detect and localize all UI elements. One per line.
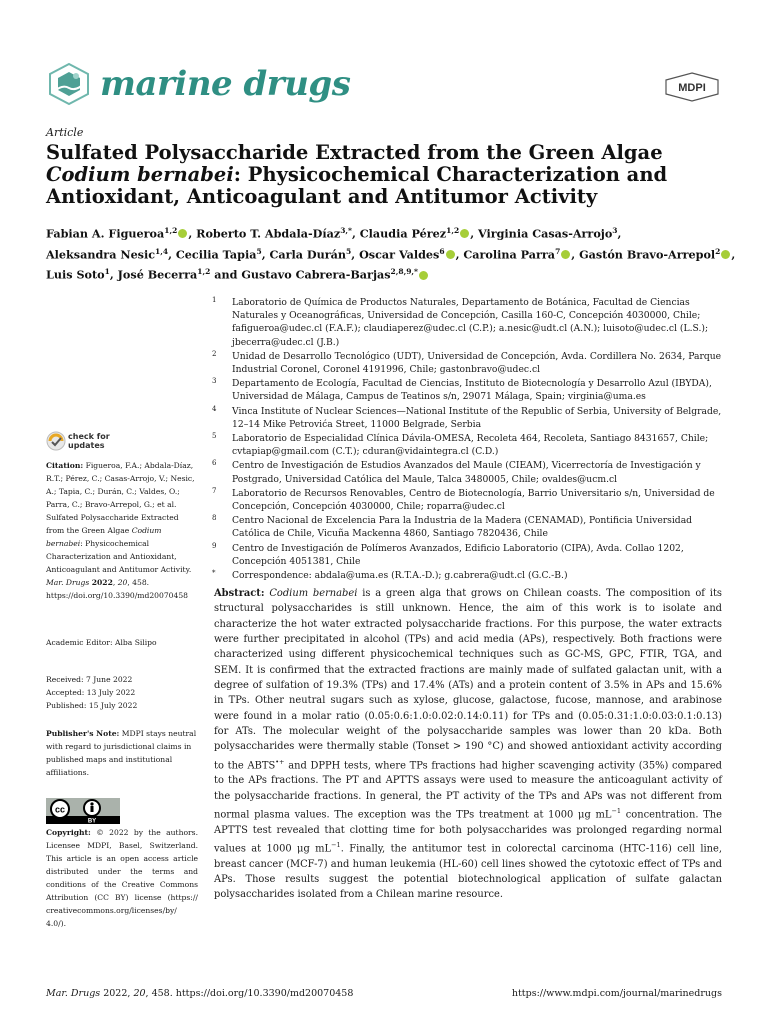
published-date: Published: 15 July 2022 (46, 701, 138, 710)
author-name: Carolina Parra (463, 247, 556, 262)
affiliation-text: Centro Nacional de Excelencia Para la Industria de la Madera (CENAMAD), Pontificia Universidad Católica de Chile, Vicuña Mackenna 4860, Santiago 7820436, Chile (232, 515, 693, 540)
author-name: José Becerra (117, 268, 198, 283)
author-affiliation-sup: 5 (256, 246, 262, 256)
abstract-part-3: concentration. The APTTS test revealed that clotting time for both polysaccharides was prolonged regarding normal values at 1000 μg mL (214, 809, 722, 855)
dates-block (46, 673, 198, 712)
orcid-icon[interactable] (419, 271, 428, 280)
copyright-label: Copyright: (46, 828, 91, 837)
citation-doi-link[interactable]: https://doi.org/10.3390/md20070458 (46, 591, 188, 600)
author-name: Cecilia Tapia (175, 247, 257, 262)
publisher-note-label: Publisher's Note: (46, 729, 120, 738)
affiliation-text: Laboratorio de Recursos Renovables, Centro de Biotecnología, Barrio Universitario s/n, Universidad de Concepción, Concepción 4030000, Chile; roparra@udec.cl (232, 487, 715, 513)
orcid-icon[interactable] (178, 229, 187, 238)
affiliation-item (212, 459, 732, 485)
footer-volume: 20 (133, 988, 146, 999)
author-separator: and (210, 268, 242, 283)
citation-page: , 458. (127, 578, 150, 587)
author-separator: , (261, 247, 270, 262)
publisher-name: MDPI (678, 82, 706, 94)
affiliation-text: Laboratorio de Química de Productos Naturales, Departamento de Botánica, Facultad de Ciencias Naturales y Oceanográficas, Universidad de Concepción, Casilla 160-C, Concepción 4030000, Chile; fafigueroa@udec.cl (F.A.F.); claudiaperez@udec.cl (C.P.); a.nesic@udt.cl (A.N.); luisoto@udec.cl (L.S.); jbecerra@udec.cl (J.B.) (232, 297, 709, 348)
affiliation-item (212, 350, 732, 376)
svg-text:cc: cc (54, 804, 66, 815)
title-line-3: Antioxidant, Anticoagulant and Antitumor Activity (46, 185, 598, 208)
footer-journal-url[interactable]: https://www.mdpi.com/journal/marinedrugs (511, 988, 722, 999)
author-separator: , (571, 247, 580, 262)
article-title (46, 142, 726, 208)
cc-label: BY (87, 818, 97, 824)
affiliation-item (212, 405, 732, 431)
publisher-note-text: MDPI stays neutral with regard to jurisdictional claims in published maps and institutional affiliations. (46, 729, 197, 777)
affiliation-number: 7 (212, 486, 217, 495)
author-affiliation-sup: 1,4 (155, 246, 169, 256)
affiliation-item (212, 432, 732, 458)
author-affiliation-sup: 3,* (340, 226, 352, 235)
check-for-updates-icon[interactable] (46, 430, 66, 452)
footer-year: 2022 (103, 988, 128, 999)
author-affiliation-sup: 1 (104, 267, 110, 277)
citation-volume: 20 (117, 578, 128, 587)
author-separator: , (731, 247, 736, 262)
author-separator: , (351, 226, 360, 241)
check-updates-line-2: updates (68, 441, 105, 450)
title-line-2-rest: : Physicochemical Characterization and (233, 163, 668, 186)
author-affiliation-sup: 1,2 (164, 226, 178, 235)
affiliation-text: Departamento de Ecología, Facultad de Ciencias, Instituto de Biotecnología y Desarrollo Azul (IBYDA), Universidad de Málaga, Campus de Teatinos s/n, 29071 Málaga, Spain; virginia@uma.es (232, 378, 712, 403)
abstract-label: Abstract: (214, 588, 265, 599)
copyright-block (46, 826, 198, 930)
copyright-text: © 2022 by the authors. Licensee MDPI, Basel, Switzerland. This article is an open access article distributed under the terms and conditions of the Creative Commons Attribution (CC BY) license (https:// creativecommons.org/licenses/by/ 4.0/). (46, 828, 198, 928)
citation-journal: Mar. Drugs (46, 578, 90, 587)
marine-drugs-logo-icon (46, 62, 92, 106)
affiliation-number: 2 (212, 349, 217, 358)
author-separator: , (455, 247, 464, 262)
title-line-1: Sulfated Polysaccharide Extracted from the Green Algae (46, 141, 663, 164)
author-affiliation-sup: 2 (715, 246, 721, 256)
author-separator: , (470, 226, 478, 241)
orcid-icon[interactable] (446, 250, 455, 259)
affiliation-item (212, 487, 732, 513)
author-separator: , (351, 247, 360, 262)
author-separator: , (109, 268, 118, 283)
abstract-species: Codium bernabei (269, 588, 358, 599)
check-updates-line-1: check for (68, 432, 110, 441)
affiliation-text: Centro de Investigación de Polímeros Avanzados, Edificio Laboratorio (CIPA), Avda. Collao 1202, Concepción 4051381, Chile (232, 542, 684, 567)
author-affiliation-sup: 3 (612, 226, 618, 235)
affiliation-number: 5 (212, 432, 217, 441)
affiliation-item (212, 296, 732, 349)
abstract (214, 586, 722, 903)
journal-name: marine drugs (100, 64, 351, 104)
mdpi-logo-icon (664, 72, 720, 102)
citation-year: 2022 (91, 578, 113, 587)
affiliation-item (212, 377, 732, 403)
affiliation-number: 6 (212, 459, 217, 468)
affiliation-number: * (212, 569, 216, 578)
affiliation-number: 4 (212, 404, 217, 413)
author-affiliation-sup: 6 (439, 246, 445, 256)
orcid-icon[interactable] (721, 250, 730, 259)
author-list (46, 222, 736, 284)
author-name: Gustavo Cabrera-Barjas (241, 268, 391, 283)
abstract-part-1: is a green alga that grows on Chilean coasts. The composition of its structural polysaccharides is still unknown. Hence, the aim of this work is to isolate and characterize the hot water extracted polysaccharide fractions. For this purpose, the water extracts were further precipitated in alcohol (TPs) and acid media (APs), respectively. Both fractions were characterized using different physicochemical techniques such as GC-MS, GPC, FTIR, TGA, and SEM. It is confirmed that the extracted fractions are mainly made of sulfated galactan unit, with a degree of sulfation of 19.3% (TPs) and 17.4% (ATs) and a protein content of 3.5% in APs and 15.6% in TPs. Other neutral sugars such as xylose, glucose, galactose, fucose, mannose, and arabinose were found in a molar ratio (0.05:0.6:1.0:0.02:0.14:0.11) for TPs and (0.05:0.31:1.0:0.03:0.1:0.13) for ATs. The molecular weight of the polysaccharide samples was lower than 20 kDa. Both polysaccharides were thermally stable (Tonset > 190 °C) and showed antioxidant activity according to the ABTS (214, 588, 722, 772)
author-affiliation-sup: 1,2 (446, 226, 460, 235)
footer-citation: Mar. Drugs 2022, 20, 458. https://doi.org/10.3390/md20070458 (46, 988, 354, 999)
affiliations (212, 296, 732, 583)
author-affiliation-sup: 7 (555, 246, 561, 256)
author-separator: , (617, 226, 622, 241)
affiliation-number: 8 (212, 514, 217, 523)
cc-by-license-icon[interactable] (46, 798, 120, 824)
author-name: Aleksandra Nesic (46, 247, 156, 262)
affiliation-number: 3 (212, 377, 217, 386)
author-name: Gastón Bravo-Arrepol (579, 247, 716, 262)
accepted-date: Accepted: 13 July 2022 (46, 688, 136, 697)
citation-text: Figueroa, F.A.; Abdala-Díaz, R.T.; Pérez, C.; Casas-Arrojo, V.; Nesic, A.; Tapia, C.; Durán, C.; Valdes, O.; Parra, C.; Bravo-Arrepol, G.; et al. Sulfated Polysaccharide Extracted from the Green Algae (46, 461, 195, 535)
author-affiliation-sup: 1,2 (197, 267, 211, 277)
affiliation-text: Unidad de Desarrollo Tecnológico (UDT), Universidad de Concepción, Avda. Cordillera No. 2634, Parque Industrial Coronel, Coronel 4191996, Chile; gastonbravo@udec.cl (232, 350, 722, 376)
affiliation-item (212, 514, 732, 540)
author-name: Fabian A. Figueroa (46, 226, 165, 241)
citation-label: Citation: (46, 461, 84, 470)
author-separator: , (168, 247, 176, 262)
affiliation-text: Laboratorio de Especialidad Clínica Dávila-OMESA, Recoleta 464, Recoleta, Santiago 8431657, Chile; cvtapiap@gmail.com (C.T.); cduran@vidaintegra.cl (C.D.) (232, 433, 709, 458)
author-affiliation-sup: 5 (346, 246, 352, 256)
author-name: Claudia Pérez (359, 226, 447, 241)
author-affiliation-sup: 2,8,9,* (390, 267, 418, 277)
abstract-part-2: and DPPH tests, where TPs fractions had higher scavenging activity (35%) compared to the APs fractions. The PT and APTTS assays were used to measure the anticoagulant activity of the polysaccharide fractions. In general, the PT activity of the TPs and APs was not different from normal plasma values. The exception was the TPs treatment at 1000 μg mL (214, 760, 722, 821)
affiliation-text: Correspondence: abdala@uma.es (R.T.A.-D.); g.cabrera@udt.cl (G.C.-B.) (232, 570, 568, 582)
author-name: Luis Soto (46, 268, 105, 283)
citation-species: Codium bernabei (46, 526, 162, 548)
check-for-updates-label[interactable] (68, 432, 110, 450)
orcid-icon[interactable] (561, 250, 570, 259)
citation-block: Citation: Figueroa, F.A.; Abdala-Díaz, R.T.; Pérez, C.; Casas-Arrojo, V.; Nesic, A.; Tapia, C.; Durán, C.; Valdes, O.; Parra, C.; Bravo-Arrepol, G.; et al. Sulfated Polysaccharide Extracted from the Green Algae Codium bernabei: Physicochemical Characterization and Antioxidant, Anticoagulant and Antitumor Activity. Mar. Drugs 2022, 20, 458. https://doi.org/10.3390/md20070458 (46, 461, 195, 600)
article-type: Article (46, 126, 84, 139)
author-name: Virginia Casas-Arrojo (477, 226, 613, 241)
footer-rest[interactable]: , 458. https://doi.org/10.3390/md20070458 (145, 988, 354, 999)
author-separator: , (188, 226, 197, 241)
affiliation-text: Vinca Institute of Nuclear Sciences—National Institute of the Republic of Serbia, University of Belgrade, 12–14 Mike Petrovića Street, 11000 Belgrade, Serbia (232, 405, 722, 430)
affiliation-item (212, 569, 732, 582)
academic-editor: Academic Editor: Alba Silipo (46, 638, 157, 647)
affiliation-number: 1 (212, 296, 217, 304)
affiliation-number: 9 (212, 541, 217, 550)
author-name: Roberto T. Abdala-Díaz (196, 226, 341, 241)
author-name: Carla Durán (269, 247, 347, 262)
title-line-2 (46, 164, 726, 186)
citation-text-2: : Physicochemical Characterization and Antioxidant, Anticoagulant and Antitumor Activity. (46, 539, 192, 574)
affiliation-text: Centro de Investigación de Estudios Avanzados del Maule (CIEAM), Vicerrectoría de Investigación y Postgrado, Universidad Católica del Maule, Talca 3480005, Chile; ovaldes@ucm.cl (232, 460, 701, 485)
affiliation-item (212, 542, 732, 568)
title-species: Codium bernabei (46, 163, 234, 186)
orcid-icon[interactable] (460, 229, 469, 238)
abstract-part-4: . Finally, the antitumor test in colorectal carcinoma (HTC-116) cell line, breast cancer (MCF-7) and human leukemia (HL-60) cell lines showed the cytotoxic effect of TPs and APs. Those results suggest the potential biotechnological application of sulfate galactan polysaccharides isolated from a Chilean marine resource. (214, 843, 722, 901)
footer-journal: Mar. Drugs (46, 988, 101, 999)
unit-superscript-2: −1 (331, 841, 341, 850)
author-name: Oscar Valdes (359, 247, 440, 262)
abts-superscript: •+ (275, 757, 285, 766)
publisher-note (46, 727, 198, 779)
unit-superscript-1: −1 (611, 807, 622, 816)
received-date: Received: 7 June 2022 (46, 675, 133, 684)
